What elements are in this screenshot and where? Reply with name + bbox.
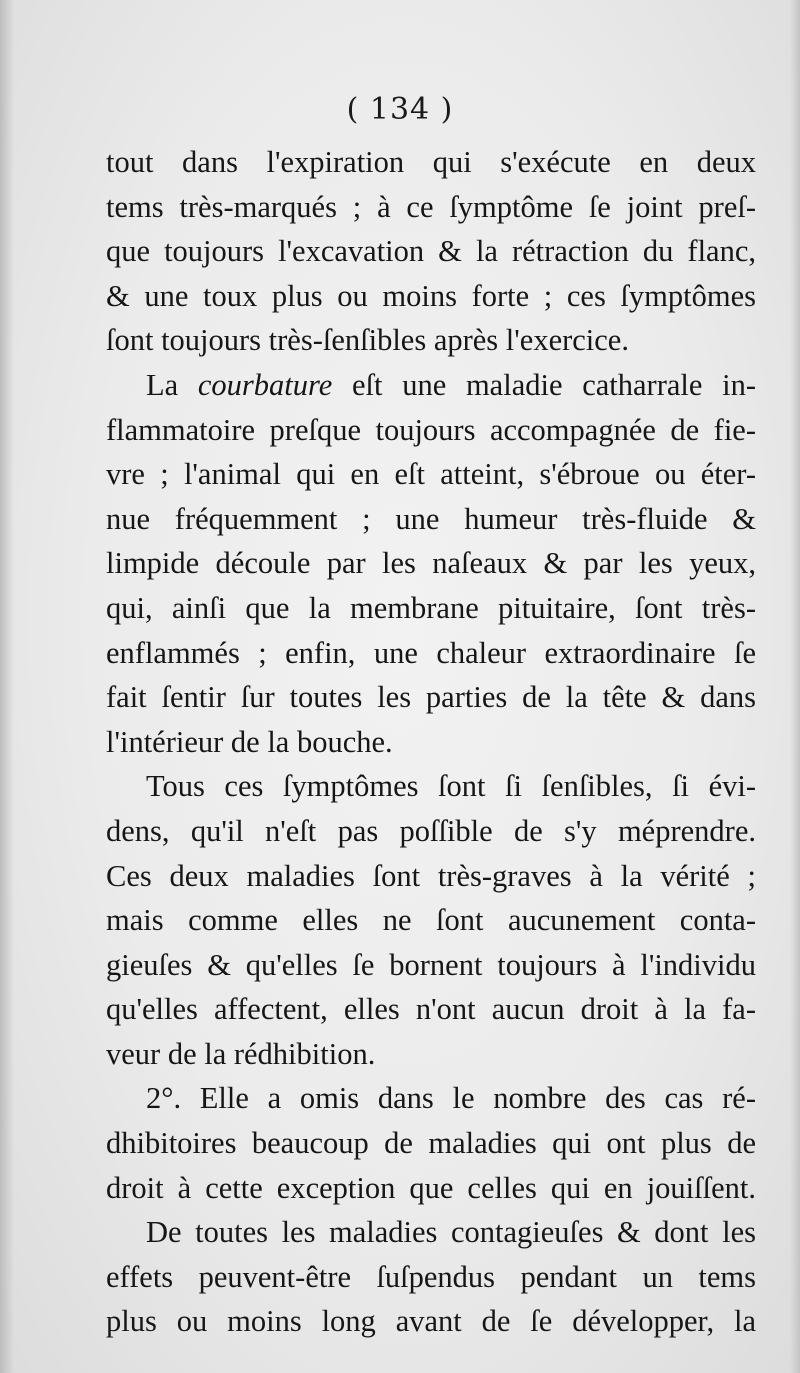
page-right-shadow [790,0,800,1373]
text-fragment: eſt une maladie catharrale in- [332,367,756,402]
text-line: dhibitoires beaucoup de maladies qui ont plus de [106,1126,756,1161]
text-line: mais comme elles ne ſont aucunement conta- [106,903,756,938]
text-line: 2°. Elle a omis dans le nombre des cas ré- [146,1081,756,1116]
text-line: De toutes les maladies contagieuſes & dont les [146,1215,756,1250]
page-left-shadow [0,0,14,1373]
text-line: & une toux plus ou moins forte ; ces ſymptômes [106,278,756,313]
text-line: plus ou moins long avant de ſe développer, la [106,1304,756,1339]
text-line: dens, qu'il n'eſt pas poſſible de s'y méprendre. [106,813,756,848]
text-line: l'intérieur de la bouche. [106,724,393,759]
text-line: vre ; l'animal qui en eſt atteint, s'ébroue ou éter- [106,457,756,492]
page-number: ( 134 ) [346,92,454,127]
text-line: veur de la rédhibition. [106,1036,376,1071]
text-line: qui, ainſi que la membrane pituitaire, ſont très- [106,590,756,625]
text-line: enflammés ; enfin, une chaleur extraordinaire ſe [106,635,756,670]
text-line: gieuſes & qu'elles ſe bornent toujours à l'individu [106,947,756,982]
text-line: Tous ces ſymptômes ſont ſi ſenſibles, ſi évi- [146,769,756,804]
body-text [106,140,756,1344]
text-line [106,363,756,408]
text-line: tems très-marqués ; à ce ſymptôme ſe joint preſ- [106,189,756,224]
text-line: effets peuvent-être ſuſpendus pendant un tems [106,1259,756,1294]
text-line: Ces deux maladies ſont très-graves à la vérité ; [106,858,756,893]
text-line: nue fréquemment ; une humeur très-fluide & [106,501,756,536]
text-line: droit à cette exception que celles qui en jouiſſent. [106,1170,756,1205]
italic-term: courbature [197,367,333,402]
text-line: fait ſentir ſur toutes les parties de la tête & dans [106,680,756,715]
text-line: ſont toujours très-ſenſibles après l'exercice. [106,323,629,358]
text-line: que toujours l'excavation & la rétraction du flanc, [106,234,756,269]
text-line: tout dans l'expiration qui s'exécute en deux [106,145,756,179]
text-line: limpide découle par les naſeaux & par les yeux, [106,546,756,581]
text-fragment: La [146,367,198,402]
text-line: flammatoire preſque toujours accompagnée de fie- [106,412,756,447]
text-line: qu'elles affectent, elles n'ont aucun droit à la fa- [106,992,756,1027]
